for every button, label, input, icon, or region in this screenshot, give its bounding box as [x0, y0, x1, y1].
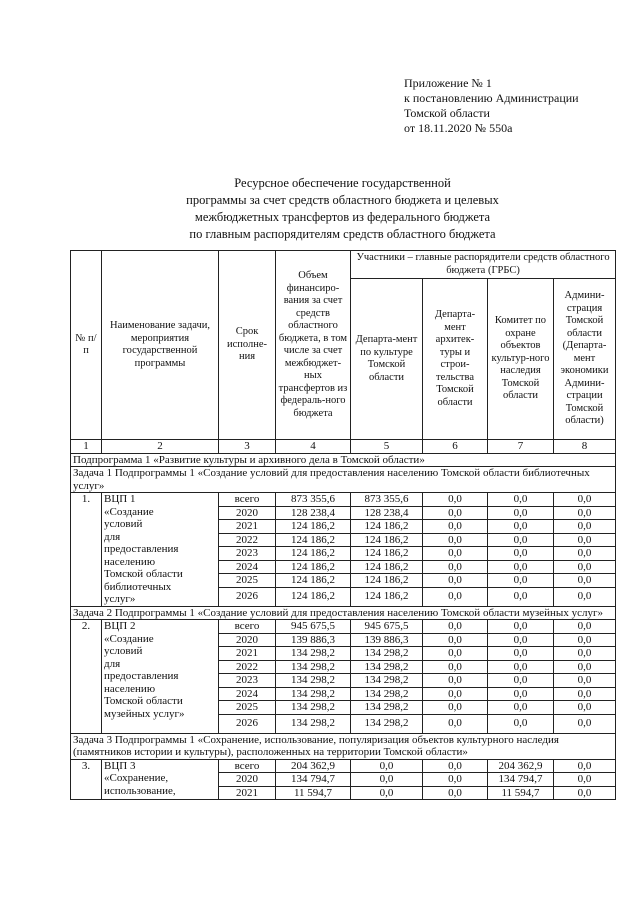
dept-arch-cell: 0,0: [423, 773, 488, 787]
volume-cell: 124 186,2: [276, 560, 351, 574]
program-name-line: для: [104, 530, 121, 543]
volume-cell: 128 238,4: [276, 506, 351, 520]
term-cell: 2022: [219, 660, 276, 674]
program-name-line: музейных услуг»: [104, 707, 185, 720]
term-cell: 2024: [219, 560, 276, 574]
task-title: Задача 1 Подпрограммы 1 «Создание условий для предоставления населению Томской области библиотечных услуг»: [71, 467, 616, 493]
program-name-line: услуг»: [104, 593, 136, 605]
data-row: [71, 620, 616, 634]
dept-culture-cell: 124 186,2: [351, 574, 423, 588]
term-cell: 2020: [219, 506, 276, 520]
header-term: Срок исполне-ния: [219, 251, 276, 440]
appendix-line: Приложение № 1: [404, 76, 492, 90]
header-dept-culture: Департа-мент по культуре Томской области: [351, 279, 423, 440]
title-line: Ресурсное обеспечение государственной: [234, 176, 451, 190]
row-number: 1.: [71, 493, 102, 607]
dept-culture-cell: 124 186,2: [351, 547, 423, 561]
dept-culture-cell: 134 298,2: [351, 674, 423, 688]
committee-cell: 0,0: [488, 620, 554, 634]
volume-cell: 873 355,6: [276, 493, 351, 507]
term-cell: 2021: [219, 786, 276, 800]
dept-arch-cell: 0,0: [423, 687, 488, 701]
term-cell: 2025: [219, 701, 276, 715]
task-title: Задача 3 Подпрограммы 1 «Сохранение, использование, популяризация объектов культурного наследия (памятников истории и культуры), расположенных на территории Томской области»: [71, 733, 616, 759]
dept-arch-cell: 0,0: [423, 493, 488, 507]
dept-culture-cell: 128 238,4: [351, 506, 423, 520]
dept-arch-cell: 0,0: [423, 647, 488, 661]
title-line: межбюджетных трансфертов из федерального бюджета: [194, 210, 491, 224]
volume-cell: 134 298,2: [276, 647, 351, 661]
admin-econ-cell: 0,0: [554, 493, 616, 507]
term-cell: 2024: [219, 687, 276, 701]
term-cell: 2026: [219, 587, 276, 606]
term-cell: 2025: [219, 574, 276, 588]
dept-culture-cell: 124 186,2: [351, 520, 423, 534]
program-name-line: Томской области: [104, 568, 183, 580]
appendix-line: от 18.11.2020 № 550а: [404, 121, 513, 135]
volume-cell: 134 298,2: [276, 714, 351, 733]
col-number: 5: [351, 440, 423, 454]
dept-culture-cell: 873 355,6: [351, 493, 423, 507]
admin-econ-cell: 0,0: [554, 660, 616, 674]
committee-cell: 0,0: [488, 520, 554, 534]
dept-culture-cell: 0,0: [351, 786, 423, 800]
term-cell: 2020: [219, 633, 276, 647]
header-volume: Объем финансиро-вания за счет средств областного бюджета, в том числе за счет межбюджет-ных трансфертов из федераль-ного бюджета: [276, 251, 351, 440]
appendix-line: Томской области: [404, 106, 490, 120]
dept-arch-cell: 0,0: [423, 701, 488, 715]
program-name-line: «Создание: [104, 632, 154, 645]
dept-culture-cell: 945 675,5: [351, 620, 423, 634]
volume-cell: 134 298,2: [276, 674, 351, 688]
volume-cell: 204 362,9: [276, 759, 351, 773]
dept-arch-cell: 0,0: [423, 560, 488, 574]
col-number: 2: [102, 440, 219, 454]
dept-arch-cell: 0,0: [423, 674, 488, 688]
admin-econ-cell: 0,0: [554, 506, 616, 520]
col-number: 6: [423, 440, 488, 454]
volume-cell: 134 794,7: [276, 773, 351, 787]
term-cell: 2023: [219, 547, 276, 561]
col-number: 7: [488, 440, 554, 454]
term-cell: 2026: [219, 714, 276, 733]
volume-cell: 124 186,2: [276, 533, 351, 547]
program-name-line: библиотечных: [104, 580, 172, 593]
dept-arch-cell: 0,0: [423, 533, 488, 547]
volume-cell: 124 186,2: [276, 587, 351, 606]
dept-culture-cell: 124 186,2: [351, 533, 423, 547]
term-cell: 2022: [219, 533, 276, 547]
row-number: 3.: [71, 759, 102, 800]
program-name-line: ВЦП 3: [104, 759, 136, 772]
committee-cell: 0,0: [488, 701, 554, 715]
volume-cell: 11 594,7: [276, 786, 351, 800]
data-row: [71, 759, 616, 773]
dept-arch-cell: 0,0: [423, 520, 488, 534]
col-number: 4: [276, 440, 351, 454]
term-cell: 2020: [219, 773, 276, 787]
dept-arch-cell: 0,0: [423, 660, 488, 674]
committee-cell: 134 794,7: [488, 773, 554, 787]
admin-econ-cell: 0,0: [554, 674, 616, 688]
committee-cell: 0,0: [488, 674, 554, 688]
admin-econ-cell: 0,0: [554, 759, 616, 773]
volume-cell: 124 186,2: [276, 547, 351, 561]
committee-cell: 0,0: [488, 547, 554, 561]
admin-econ-cell: 0,0: [554, 587, 616, 606]
admin-econ-cell: 0,0: [554, 533, 616, 547]
admin-econ-cell: 0,0: [554, 687, 616, 701]
appendix-block: [404, 76, 634, 136]
program-name-line: «Создание: [104, 505, 154, 518]
volume-cell: 134 298,2: [276, 701, 351, 715]
header-participants: Участники – главные распорядители средств областного бюджета (ГРБС): [351, 251, 616, 279]
dept-culture-cell: 134 298,2: [351, 714, 423, 733]
admin-econ-cell: 0,0: [554, 701, 616, 715]
col-number: 8: [554, 440, 616, 454]
dept-culture-cell: 124 186,2: [351, 560, 423, 574]
committee-cell: 204 362,9: [488, 759, 554, 773]
program-name-line: ВЦП 2: [104, 620, 136, 632]
admin-econ-cell: 0,0: [554, 520, 616, 534]
dept-arch-cell: 0,0: [423, 759, 488, 773]
committee-cell: 0,0: [488, 493, 554, 507]
volume-cell: 134 298,2: [276, 687, 351, 701]
dept-arch-cell: 0,0: [423, 506, 488, 520]
program-name-line: предоставления: [104, 670, 179, 682]
committee-cell: 0,0: [488, 714, 554, 733]
task-row: [71, 733, 616, 759]
program-name-line: населению: [104, 682, 156, 695]
program-name: [102, 620, 219, 734]
dept-arch-cell: 0,0: [423, 714, 488, 733]
header-admin-econ: Админи-страция Томской области (Департа-мент экономики Админи-страции Томской области): [554, 279, 616, 440]
dept-culture-cell: 134 298,2: [351, 660, 423, 674]
committee-cell: 11 594,7: [488, 786, 554, 800]
dept-culture-cell: 134 298,2: [351, 687, 423, 701]
dept-arch-cell: 0,0: [423, 633, 488, 647]
admin-econ-cell: 0,0: [554, 773, 616, 787]
committee-cell: 0,0: [488, 660, 554, 674]
program-name: [102, 493, 219, 607]
program-name-line: Томской области: [104, 695, 183, 707]
admin-econ-cell: 0,0: [554, 547, 616, 561]
program-name-line: использование,: [104, 784, 176, 797]
title-line: по главным распорядителям средств областного бюджета: [189, 227, 496, 241]
dept-arch-cell: 0,0: [423, 547, 488, 561]
program-name-line: условий: [104, 645, 143, 657]
task-title: Задача 2 Подпрограммы 1 «Создание условий для предоставления населению Томской области музейных услуг»: [71, 606, 616, 620]
dept-culture-cell: 139 886,3: [351, 633, 423, 647]
admin-econ-cell: 0,0: [554, 633, 616, 647]
committee-cell: 0,0: [488, 533, 554, 547]
dept-arch-cell: 0,0: [423, 574, 488, 588]
title-line: программы за счет средств областного бюджета и целевых: [186, 193, 499, 207]
header-num: № п/п: [71, 251, 102, 440]
term-cell: 2021: [219, 647, 276, 661]
admin-econ-cell: 0,0: [554, 786, 616, 800]
dept-arch-cell: 0,0: [423, 786, 488, 800]
dept-arch-cell: 0,0: [423, 620, 488, 634]
admin-econ-cell: 0,0: [554, 647, 616, 661]
col-number: 3: [219, 440, 276, 454]
volume-cell: 124 186,2: [276, 574, 351, 588]
program-name-line: «Сохранение,: [104, 772, 169, 784]
term-cell: 2021: [219, 520, 276, 534]
dept-culture-cell: 134 298,2: [351, 647, 423, 661]
program-name: [102, 759, 219, 800]
term-cell: всего: [219, 493, 276, 507]
dept-culture-cell: 0,0: [351, 773, 423, 787]
task-row: [71, 606, 616, 620]
resource-table: [70, 250, 616, 800]
program-name-line: ВЦП 1: [104, 493, 136, 505]
committee-cell: 0,0: [488, 633, 554, 647]
program-name-line: населению: [104, 555, 156, 568]
subprogram-title: Подпрограмма 1 «Развитие культуры и архивного дела в Томской области»: [71, 453, 616, 467]
data-row: [71, 493, 616, 507]
program-name-line: предоставления: [104, 543, 179, 555]
volume-cell: 124 186,2: [276, 520, 351, 534]
admin-econ-cell: 0,0: [554, 620, 616, 634]
dept-arch-cell: 0,0: [423, 587, 488, 606]
dept-culture-cell: 0,0: [351, 759, 423, 773]
committee-cell: 0,0: [488, 647, 554, 661]
admin-econ-cell: 0,0: [554, 714, 616, 733]
header-dept-arch: Департа-мент архитек-туры и строи-тельства Томской области: [423, 279, 488, 440]
committee-cell: 0,0: [488, 587, 554, 606]
dept-culture-cell: 134 298,2: [351, 701, 423, 715]
term-cell: всего: [219, 759, 276, 773]
volume-cell: 139 886,3: [276, 633, 351, 647]
committee-cell: 0,0: [488, 687, 554, 701]
header-committee: Комитет по охране объектов культур-ного наследия Томской области: [488, 279, 554, 440]
appendix-line: к постановлению Администрации: [404, 91, 579, 105]
task-row: [71, 467, 616, 493]
admin-econ-cell: 0,0: [554, 560, 616, 574]
committee-cell: 0,0: [488, 574, 554, 588]
dept-culture-cell: 124 186,2: [351, 587, 423, 606]
admin-econ-cell: 0,0: [554, 574, 616, 588]
col-number: 1: [71, 440, 102, 454]
program-name-line: условий: [104, 518, 143, 530]
term-cell: 2023: [219, 674, 276, 688]
row-number: 2.: [71, 620, 102, 734]
volume-cell: 134 298,2: [276, 660, 351, 674]
committee-cell: 0,0: [488, 560, 554, 574]
term-cell: всего: [219, 620, 276, 634]
header-name: Наименование задачи, мероприятия государственной программы: [102, 251, 219, 440]
volume-cell: 945 675,5: [276, 620, 351, 634]
committee-cell: 0,0: [488, 506, 554, 520]
document-title: [70, 175, 615, 243]
program-name-line: для: [104, 657, 121, 670]
